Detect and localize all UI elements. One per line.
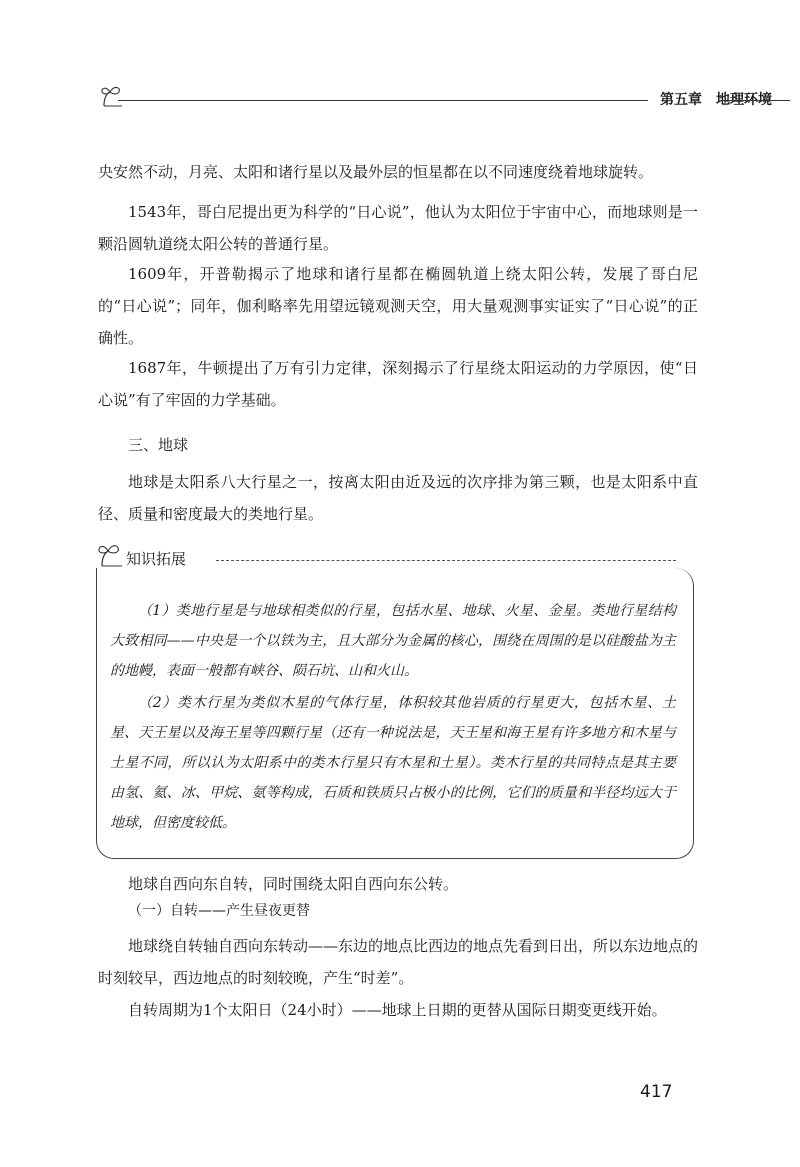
page-number: 417 [640, 1082, 673, 1102]
sprout-icon [100, 84, 126, 110]
paragraph-copernicus: 1543年，哥白尼提出更为科学的“日心说”，他认为太阳位于宇宙中心，而地球则是一颗沿圆轨道绕太阳公转的普通行星。 [98, 203, 698, 253]
paragraph-newton: 1687年，牛顿提出了万有引力定律，深刻揭示了行星绕太阳运动的力学原因，使“日心说”有了牢固的力学基础。 [98, 359, 698, 409]
knowledge-box-dashed-rule [216, 560, 676, 561]
paragraph-1: 央安然不动，月亮、太阳和诸行星以及最外层的恒星都在以不同速度绕着地球旋转。 [98, 163, 654, 181]
subsection-heading-rotation: （一）自转——产生昼夜更替 [128, 903, 310, 919]
sprout-icon [96, 540, 126, 570]
running-header [100, 84, 790, 114]
paragraph-time-difference: 地球绕自转轴自西向东转动——东边的地点比西边的地点先看到日出，所以东边地点的时刻较早，西边地点的时刻较晚，产生“时差”。 [98, 937, 699, 987]
section-heading-earth: 三、地球 [128, 436, 189, 454]
knowledge-item-terrestrial: （1）类地行星是与地球相类似的行星，包括水星、地球、火星、金星。类地行星结构大致相同——中央是一个以铁为主，且大部分为金属的核心，围绕在周围的是以硅酸盐为主的地幔，表面一般都有峡谷、陨石坑、山和火山。 [110, 603, 676, 679]
paragraph-earth: 地球是太阳系八大行星之一，按离太阳由近及远的次序排为第三颗，也是太阳系中直径、质量和密度最大的类地行星。 [98, 473, 698, 523]
knowledge-box-title: 知识拓展 [126, 550, 187, 568]
header-rule-right [720, 100, 790, 101]
paragraph-kepler-galileo: 1609年，开普勒揭示了地球和诸行星都在椭圆轨道上绕太阳公转，发展了哥白尼的“日心说”；同年，伽利略率先用望远镜观测天空，用大量观测事实证实了“日心说”的正确性。 [98, 265, 698, 347]
paragraph-rotation-intro: 地球自西向东自转，同时围绕太阳自西向东公转。 [128, 875, 459, 893]
chapter-number: 第五章 [660, 92, 702, 108]
chapter-title [660, 89, 772, 109]
knowledge-box-header [96, 540, 696, 570]
knowledge-item-jovian: （2）类木行星为类似木星的气体行星，体积较其他岩质的行星更大，包括木星、土星、天王星以及海王星等四颗行星（还有一种说法是，天王星和海王星有许多地方和木星与土星不同，所以认为太阳系中的类木行星只有木星和土星）。类木行星的共同特点是其主要由氢、氦、冰、甲烷、氨等构成，石质和铁质只占极小的比例，它们的质量和半径均远大于地球，但密度较低。 [110, 695, 676, 831]
chapter-name: 地理环境 [716, 92, 772, 108]
header-rule-left [118, 100, 648, 101]
paragraph-rotation-period: 自转周期为1个太阳日（24小时）——地球上日期的更替从国际日期变更线开始。 [128, 1001, 667, 1019]
